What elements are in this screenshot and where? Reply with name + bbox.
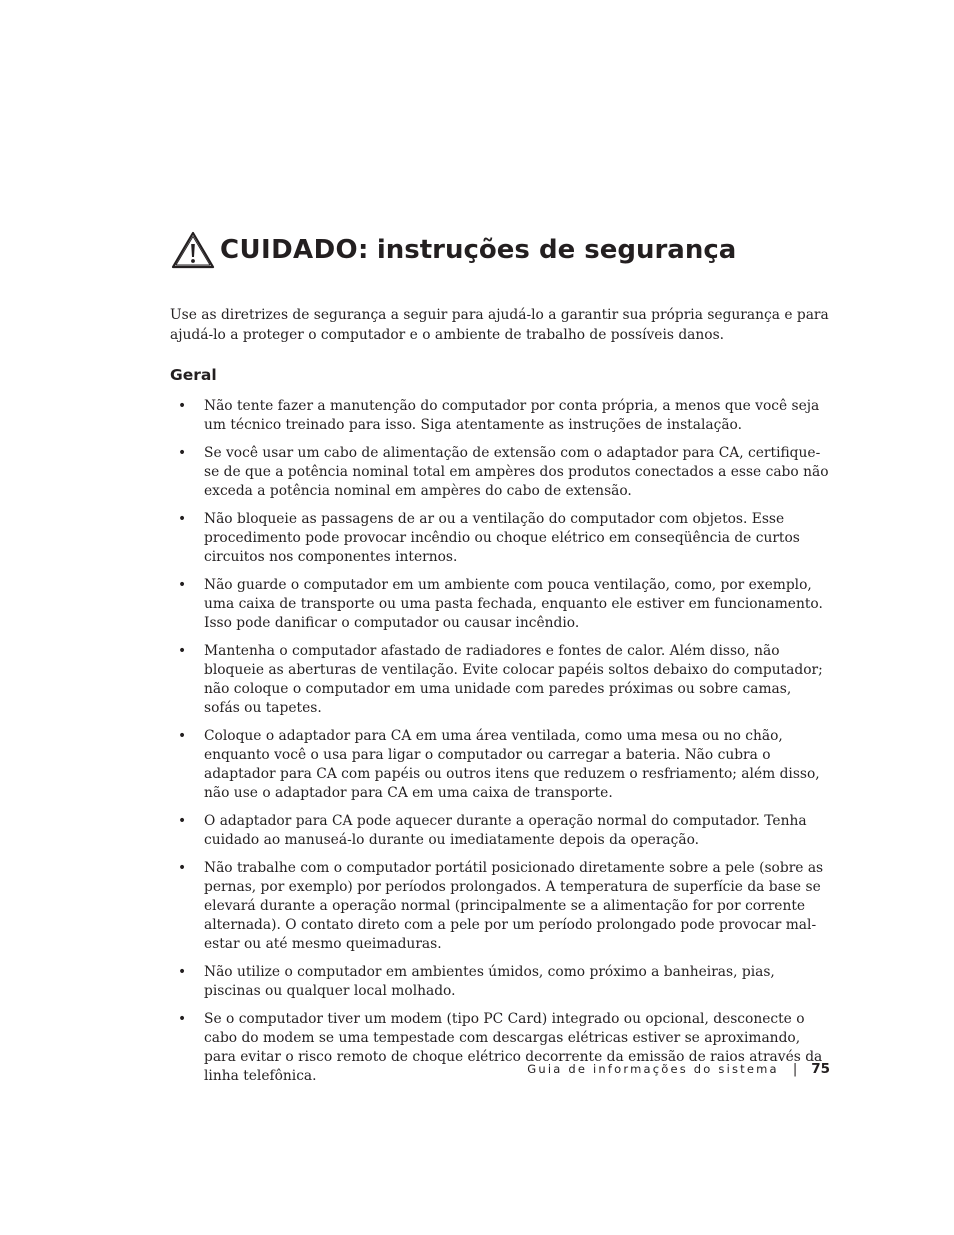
list-item [170,812,830,850]
bullet-icon: • [178,813,187,829]
bullet-icon: • [178,398,187,414]
list-item-text: Se você usar um cabo de alimentação de extensão com o adaptador para CA, certifique-se de que a potência nominal total em ampères dos produtos conectados a esse cabo não exceda a potência nominal em ampères do cabo de extensão. [204,445,829,499]
section-heading: Geral [170,366,217,384]
footer-separator: | [792,1061,798,1077]
list-item-text: Não utilize o computador em ambientes úmidos, como próximo a banheiras, pias, piscinas ou qualquer local molhado. [204,964,775,999]
bullet-icon: • [178,964,187,980]
list-item-text: O adaptador para CA pode aquecer durante a operação normal do computador. Tenha cuidado ao manuseá-lo durante ou imediatamente depois da operação. [204,813,807,848]
caution-label: CUIDADO: [220,235,369,265]
bullet-icon: • [178,511,187,527]
title-text: instruções de segurança [376,235,737,265]
bullet-icon: • [178,728,187,744]
page-number: 75 [811,1061,830,1077]
footer-guide-title: Guia de informações do sistema [527,1062,779,1076]
bullet-icon: • [178,445,187,461]
list-item-text: Não tente fazer a manutenção do computador por conta própria, a menos que você seja um técnico treinado para isso. Siga atentamente as instruções de instalação. [204,398,820,433]
list-item-text: Coloque o adaptador para CA em uma área ventilada, como uma mesa ou no chão, enquanto você o usa para ligar o computador ou carregar a bateria. Não cubra o adaptador para CA com papéis ou outros itens que reduzem o resfriamento; além disso, não use o adaptador para CA em uma caixa de transporte. [204,728,820,801]
list-item [170,510,830,567]
list-item [170,444,830,501]
list-item-text: Mantenha o computador afastado de radiadores e fontes de calor. Além disso, não bloqueie as aberturas de ventilação. Evite colocar papéis soltos debaixo do computador; não coloque o computador em uma unidade com paredes próximas ou sobre camas, sofás ou tapetes. [204,643,823,716]
intro-paragraph: Use as diretrizes de segurança a seguir para ajudá-lo a garantir sua própria segurança e para ajudá-lo a proteger o computador e o ambiente de trabalho de possíveis danos. [170,307,829,343]
list-item-text: Não guarde o computador em um ambiente com pouca ventilação, como, por exemplo, uma caixa de transporte ou uma pasta fechada, enquanto ele estiver em funcionamento. Isso pode danificar o computador ou causar incêndio. [204,577,823,631]
bullet-icon: • [178,577,187,593]
page-title [170,228,736,272]
list-item-text: Não bloqueie as passagens de ar ou a ventilação do computador com objetos. Esse procedimento pode provocar incêndio ou choque elétrico em conseqüência de curtos circuitos nos componentes internos. [204,511,800,565]
bullet-icon: • [178,860,187,876]
list-item-text: Se o computador tiver um modem (tipo PC Card) integrado ou opcional, desconecte o cabo do modem se uma tempestade com descargas elétricas estiver se aproximando, para evitar o risco remoto de choque elétrico decorrente da emissão de raios através da linha telefônica. [204,1011,823,1084]
list-item [170,642,830,718]
list-item [170,859,830,954]
list-item [170,963,830,1001]
warning-triangle-icon [170,230,216,270]
bullet-icon: • [178,1011,187,1027]
bullet-icon: • [178,643,187,659]
page-footer [527,1061,830,1077]
bullet-list [170,397,830,1095]
list-item [170,576,830,633]
list-item-text: Não trabalhe com o computador portátil posicionado diretamente sobre a pele (sobre as pernas, por exemplo) por períodos prolongados. A temperatura de superfície da base se elevará durante a operação normal (principalmente se a alimentação for por corrente alternada). O contato direto com a pele por um período prolongado pode provocar mal-estar ou até mesmo queimaduras. [204,860,824,952]
list-item [170,397,830,435]
list-item [170,727,830,803]
